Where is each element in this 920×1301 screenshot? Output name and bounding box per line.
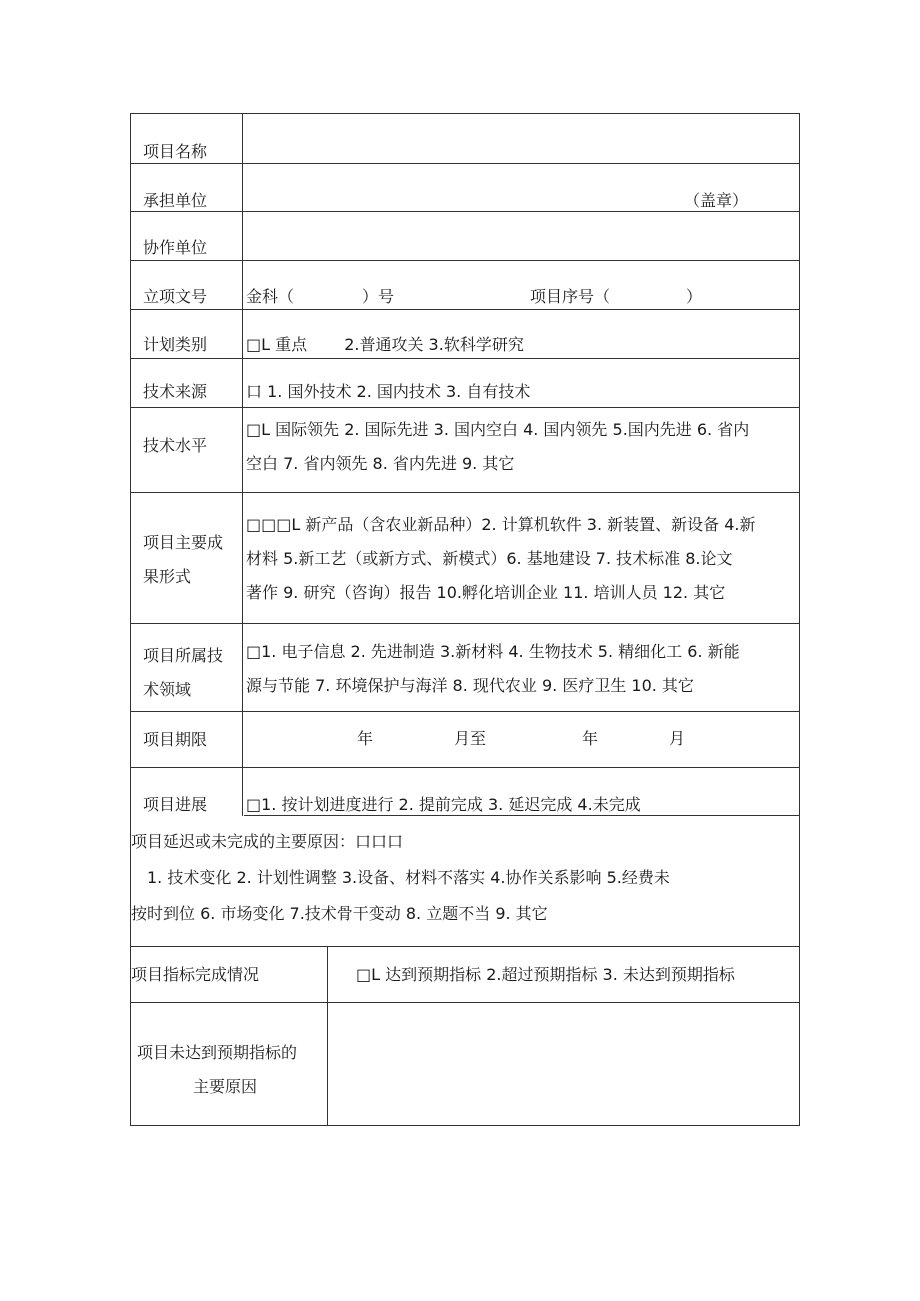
stamp-note: （盖章）: [684, 191, 749, 210]
row-main-output-form: [131, 493, 799, 624]
period-label: 项目期限: [143, 730, 208, 749]
label-cell: [131, 493, 243, 623]
row-unmet-reason: [131, 1003, 799, 1125]
label-cell: [131, 1003, 328, 1125]
progress-options[interactable]: □1. 按计划进度进行 2. 提前完成 3. 延迟完成 4.未完成: [246, 795, 641, 814]
label-cell: [131, 712, 243, 767]
row-project-name: [131, 114, 799, 164]
tech-source-field[interactable]: [244, 359, 799, 407]
row-cooperating-unit: [131, 212, 799, 261]
cooperating-unit-label: 协作单位: [143, 238, 208, 257]
row-delay-reason: [131, 816, 799, 947]
row-tech-source: [131, 359, 799, 408]
label-cell: [131, 359, 243, 407]
project-form-table: [130, 113, 800, 1126]
output-label-line-1: 项目主要成: [143, 533, 224, 552]
row-tech-field: [131, 624, 799, 712]
label-cell: [131, 768, 243, 816]
progress-label: 项目进展: [143, 795, 208, 814]
undertaking-unit-label: 承担单位: [143, 191, 208, 210]
row-project-progress: [131, 768, 799, 816]
tech-level-field[interactable]: [244, 408, 799, 492]
field-label-line-1: 项目所属技: [143, 646, 224, 665]
label-cell: [131, 310, 243, 358]
plan-category-field[interactable]: [244, 310, 799, 358]
seq-close: ）: [686, 287, 703, 306]
period-field[interactable]: [244, 712, 799, 767]
plan-category-label: 计划类别: [143, 335, 208, 354]
label-cell: [131, 212, 243, 260]
undertaking-unit-field[interactable]: [244, 164, 799, 211]
tech-field-field[interactable]: [244, 624, 799, 711]
row-indicator-status: [131, 947, 799, 1003]
tech-source-label: 技术来源: [143, 382, 208, 401]
output-line-1[interactable]: □□□L 新产品（含农业新品种）2. 计算机软件 3. 新装置、新设备 4.新: [246, 515, 756, 534]
approval-number-label: 立项文号: [143, 287, 208, 306]
indicator-label: 项目指标完成情况: [131, 965, 260, 984]
tech-level-line-1[interactable]: □L 国际领先 2. 国际先进 3. 国内空白 4. 国内领先 5.国内先进 6. 省内: [246, 420, 750, 439]
unmet-label-line-1: 项目未达到预期指标的: [137, 1043, 298, 1062]
period-month-end: 月: [669, 729, 686, 748]
period-year-end: 年: [582, 729, 599, 748]
period-month-start: 月至: [454, 729, 487, 748]
indicator-field[interactable]: [329, 947, 799, 1002]
delay-reason-title: 项目延迟或未完成的主要原因：口口口: [131, 832, 404, 851]
delay-reason-line-1[interactable]: 1. 技术变化 2. 计划性调整 3.设备、材料不落实 4.协作关系影响 5.经费未: [147, 868, 670, 887]
label-cell: [131, 624, 243, 711]
unmet-label-line-2: 主要原因: [193, 1077, 258, 1096]
row-plan-category: [131, 310, 799, 359]
output-label-line-2: 果形式: [143, 567, 192, 586]
doc-suffix: ）号: [362, 287, 395, 306]
label-cell: [131, 947, 328, 1002]
delay-reason-line-2[interactable]: 按时到位 6. 市场变化 7.技术骨干变动 8. 立题不当 9. 其它: [131, 904, 548, 923]
tech-source-options[interactable]: 口 1. 国外技术 2. 国内技术 3. 自有技术: [246, 382, 531, 401]
row-undertaking-unit: [131, 164, 799, 212]
label-cell: [131, 164, 243, 211]
label-cell: [131, 261, 243, 309]
field-label-line-2: 术领域: [143, 680, 192, 699]
field-line-2[interactable]: 源与节能 7. 环境保护与海洋 8. 现代农业 9. 医疗卫生 10. 其它: [246, 676, 694, 695]
doc-prefix: 金科（: [246, 287, 295, 306]
unmet-reason-field[interactable]: [329, 1003, 799, 1125]
row-approval-number: [131, 261, 799, 310]
row-project-period: [131, 712, 799, 768]
cooperating-unit-field[interactable]: [244, 212, 799, 260]
row-tech-level: [131, 408, 799, 493]
seq-label: 项目序号（: [530, 287, 611, 306]
label-cell: [131, 114, 243, 163]
output-form-field[interactable]: [244, 493, 799, 623]
tech-level-line-2[interactable]: 空白 7. 省内领先 8. 省内先进 9. 其它: [246, 454, 515, 473]
field-line-1[interactable]: □1. 电子信息 2. 先进制造 3.新材料 4. 生物技术 5. 精细化工 6. 新能: [246, 642, 740, 661]
progress-field[interactable]: [244, 768, 799, 816]
project-name-label: 项目名称: [143, 142, 208, 161]
indicator-options[interactable]: □L 达到预期指标 2.超过预期指标 3. 未达到预期指标: [356, 965, 735, 984]
label-cell: [131, 408, 243, 492]
output-line-2[interactable]: 材料 5.新工艺（或新方式、新模式）6. 基地建设 7. 技术标准 8.论文: [246, 549, 733, 568]
period-year-start: 年: [357, 729, 374, 748]
approval-number-field[interactable]: [244, 261, 799, 309]
tech-level-label: 技术水平: [143, 436, 208, 455]
project-name-field[interactable]: [244, 114, 799, 163]
plan-category-options[interactable]: □L 重点 2.普通攻关 3.软科学研究: [246, 335, 524, 354]
output-line-3[interactable]: 著作 9. 研究（咨询）报告 10.孵化培训企业 11. 培训人员 12. 其它: [246, 583, 726, 602]
